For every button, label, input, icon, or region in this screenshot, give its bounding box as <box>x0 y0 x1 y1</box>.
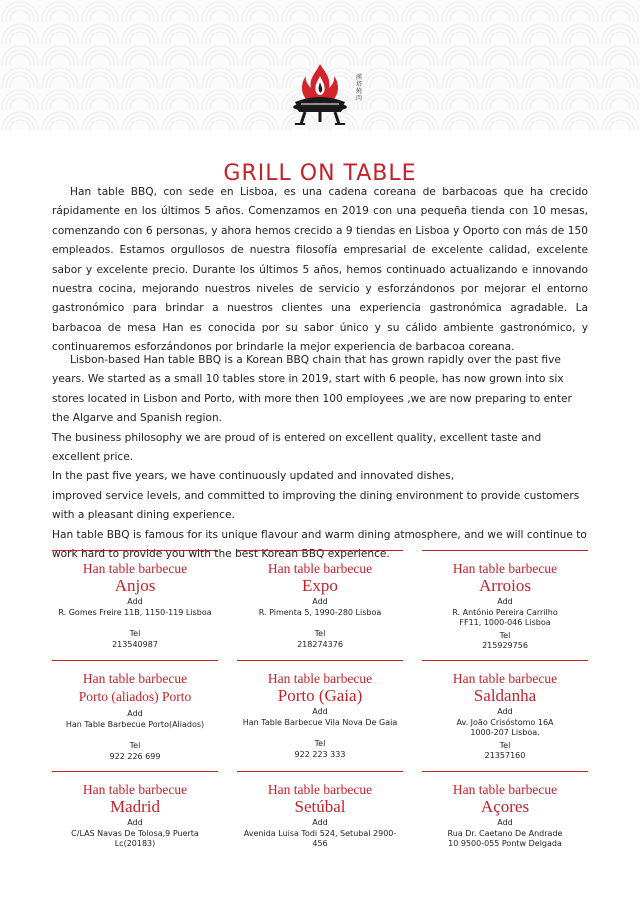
address-label: Add <box>127 709 143 718</box>
tel-label: Tel <box>129 741 141 750</box>
store-name: Anjos <box>114 576 156 595</box>
store-brand: Han table barbecue <box>267 671 373 686</box>
store-brand: Han table barbecue <box>82 782 188 797</box>
tel-label: Tel <box>314 629 326 638</box>
address-label: Add <box>312 707 328 716</box>
address-label: Add <box>127 818 143 827</box>
store-card-saldanha <box>422 660 588 762</box>
store-name: Madrid <box>109 797 161 816</box>
tel-label: Tel <box>499 740 511 750</box>
store-brand: Han table barbecue <box>452 561 558 576</box>
store-brand: Han table barbecue <box>267 782 373 797</box>
store-address: Han Table Barbecue Porto(Aliados) <box>65 719 205 729</box>
intro-en-line: The business philosophy we are proud of is entered on excellent quality, excellent taste and excellent price. <box>52 431 542 464</box>
store-name: Açores <box>480 797 530 816</box>
store-card-arroios <box>422 550 588 652</box>
store-name: Porto (aliados) Porto <box>78 689 192 704</box>
store-address: R. Pimenta 5, 1990-280 Lisboa <box>258 607 382 617</box>
store-card-expo <box>237 550 403 650</box>
grill-flame-icon <box>285 62 355 130</box>
store-address: Rua Dr. Caetano De Andrade 10 9500-055 Pontw Delgada <box>447 828 563 848</box>
tel-label: Tel <box>129 629 141 638</box>
intro-en-line: improved service levels, and committed to improving the dining environment to provide customers with a pleasant dining experience. <box>52 489 580 522</box>
store-brand: Han table barbecue <box>82 671 188 686</box>
store-address: R. António Pereira Carrilho FF11, 1000-046 Lisboa <box>452 607 558 627</box>
intro-en-line: In the past five years, we have continuously updated and innovated dishes, <box>52 470 455 483</box>
intro-pt-paragraph: Han table BBQ, con sede en Lisboa, es una cadena coreana de barbacoas que ha crecido rápidamente en los últimos 5 años. Comenzamos en 2019 con una pequeña tienda con 10 mesas, comenzando con 6 personas, y ahora hemos crecido a 9 tiendas en Lisboa y Oporto con más de 150 empleados. Estamos orgullosos de nuestra filosofía empresarial de excelente calidad, excelente sabor y excelente precio. Durante los últimos 5 años, hemos continuado actualizando e innovando nuestra cocina, mejorando nuestros niveles de servicio y esforzándonos por mejorar el entorno gastronómico para brindar a nuestros clientes una experiencia gastronómica agradable. La barbacoa de mesa Han es conocida por su sabor único y su cálido ambiente gastronómico, y continuaremos esforzándonos por brindarle la mejor experiencia de barbacoa coreana. <box>52 186 588 354</box>
store-card-porto-aliados <box>52 660 218 762</box>
store-name: Arroios <box>479 576 531 595</box>
address-label: Add <box>497 707 513 716</box>
store-name: Saldanha <box>473 686 537 705</box>
store-address: Avenida Luisa Todi 524, Setubal 2900-456 <box>243 828 397 848</box>
store-address: C/LAS Navas De Tolosa,9 Puerta Lc(20183) <box>71 828 199 848</box>
store-phone: 922 226 699 <box>109 751 161 761</box>
store-name: Expo <box>302 576 338 595</box>
intro-spanish <box>52 183 588 358</box>
store-phone: 922 223 333 <box>294 749 346 759</box>
store-card-acores <box>422 771 588 850</box>
store-brand: Han table barbecue <box>82 561 188 576</box>
store-card-madrid <box>52 771 218 850</box>
store-card-anjos <box>52 550 218 650</box>
store-brand: Han table barbecue <box>267 561 373 576</box>
store-address: Av. João Crisóstomo 16A 1000-207 Lisboa. <box>456 717 554 737</box>
store-brand: Han table barbecue <box>452 671 558 686</box>
address-label: Add <box>127 597 143 606</box>
store-card-porto-gaia <box>237 660 403 760</box>
store-card-setubal <box>237 771 403 850</box>
store-name: Porto (Gaia) <box>277 686 363 705</box>
intro-en-line: Lisbon-based Han table BBQ is a Korean BBQ chain that has grown rapidly over the past five years. We started as a small 10 tables store in 2019, start with 6 people, has now grown into six stores located in Lisbon and Porto, with more then 100 employees ,we are now preparing to enter the Algarve and Spanish region. <box>52 354 572 425</box>
intro-en-line: Han table BBQ is famous for its unique flavour and warm dining atmosphere, and we will continue to work hard to provide you with the best Korean BBQ experience. <box>52 528 587 561</box>
logo-script-text: 漢塔燒肉 <box>356 74 363 102</box>
address-label: Add <box>312 818 328 827</box>
store-name: Setúbal <box>294 797 346 816</box>
store-phone: 218274376 <box>297 639 343 649</box>
address-label: Add <box>312 597 328 606</box>
tel-label: Tel <box>499 630 511 640</box>
store-phone: 21357160 <box>484 751 526 760</box>
grill-flame-logo <box>285 62 355 130</box>
tel-label: Tel <box>314 739 326 748</box>
store-address: R. Gomes Freire 11B, 1150-119 Lisboa <box>58 607 212 617</box>
store-phone: 215929756 <box>482 641 528 650</box>
store-phone: 213540987 <box>112 639 158 649</box>
store-brand: Han table barbecue <box>452 782 558 797</box>
store-address: Han Table Barbecue Vila Nova De Gaia <box>242 717 398 727</box>
page-title: GRILL ON TABLE <box>223 160 417 186</box>
address-label: Add <box>497 597 513 606</box>
intro-english <box>52 351 588 564</box>
address-label: Add <box>497 818 513 827</box>
